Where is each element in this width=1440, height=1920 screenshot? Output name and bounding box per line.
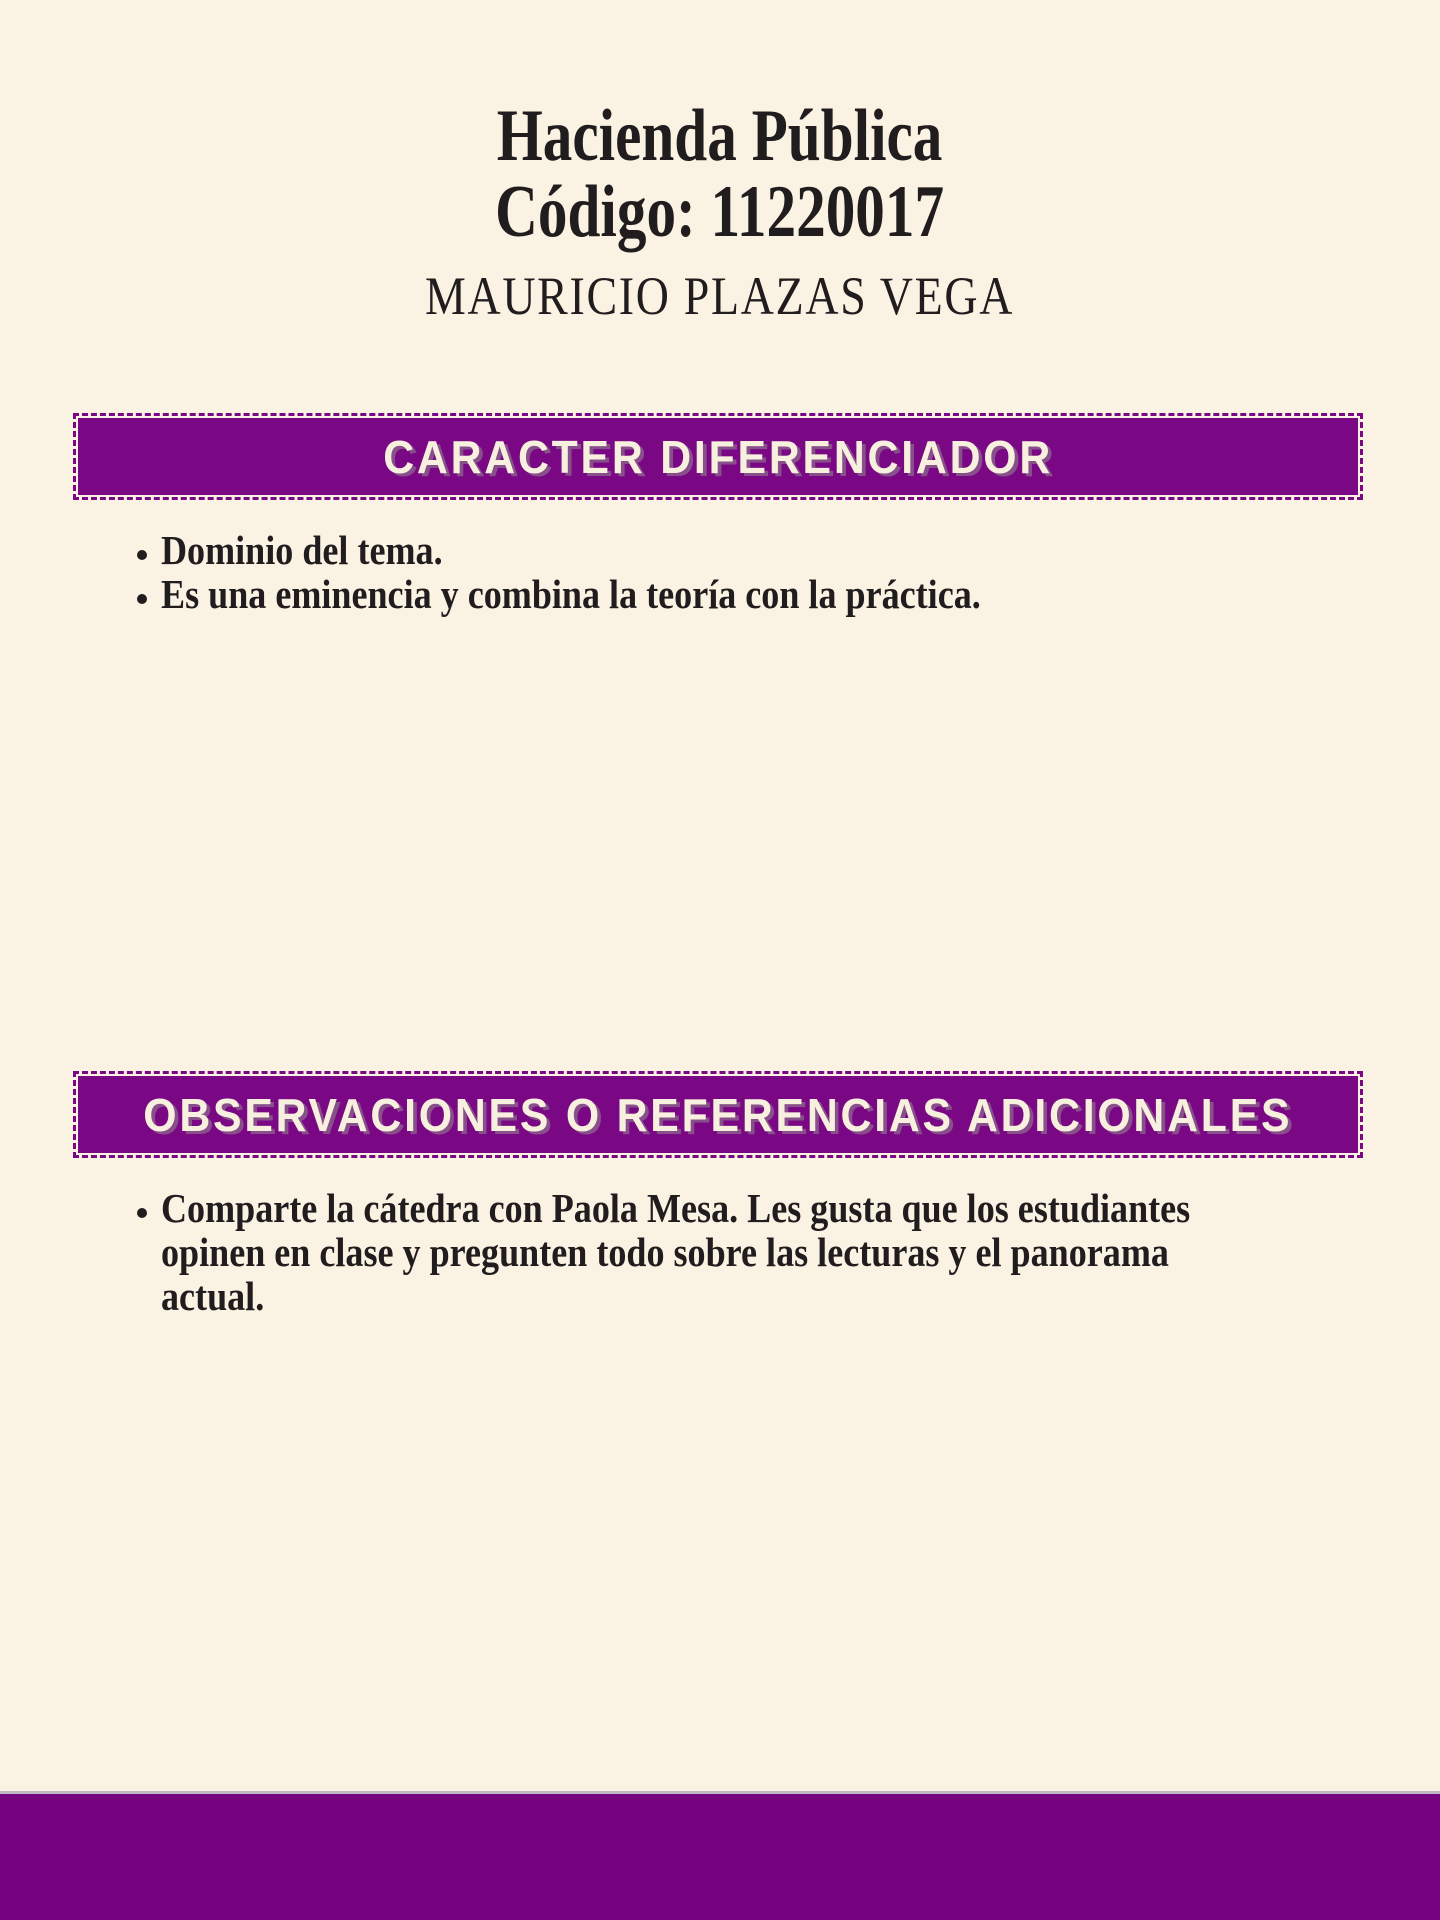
bullet-icon	[137, 550, 147, 560]
course-title: Hacienda Pública	[497, 95, 943, 177]
professor-name-row	[0, 264, 1440, 328]
list-item	[137, 528, 1380, 572]
list-item-line: Dominio del tema.	[161, 527, 443, 573]
course-code-row	[0, 171, 1440, 253]
list-item	[137, 1186, 1380, 1318]
course-code: Código: 11220017	[495, 171, 945, 253]
section-banner-caracter-diferenciador	[78, 418, 1358, 495]
list-item-line: Comparte la cátedra con Paola Mesa. Les gusta que los estudiantes	[161, 1185, 1191, 1231]
footer-bar	[0, 1791, 1440, 1920]
list-item-line: actual.	[161, 1273, 265, 1319]
course-title-line1-row	[0, 95, 1440, 177]
professor-name: MAURICIO PLAZAS VEGA	[425, 266, 1015, 326]
list-item-text	[161, 572, 1093, 616]
list-item-line: opinen en clase y pregunten todo sobre las lecturas y el panorama	[161, 1229, 1169, 1275]
list-item-text	[161, 528, 481, 572]
list-item-text	[161, 1186, 1331, 1318]
section-banner-observaciones-label: OBSERVACIONES O REFERENCIAS ADICIONALES	[143, 1088, 1293, 1141]
caracter-diferenciador-list	[137, 528, 1380, 616]
bullet-icon	[137, 1208, 147, 1218]
title-block	[0, 95, 1440, 328]
list-item-line: Es una eminencia y combina la teoría con la práctica.	[161, 571, 981, 617]
section-banner-caracter-diferenciador-label: CARACTER DIFERENCIADOR	[383, 430, 1053, 483]
list-item	[137, 572, 1380, 616]
section-banner-observaciones	[78, 1076, 1358, 1153]
bullet-icon	[137, 594, 147, 604]
observaciones-list	[137, 1186, 1380, 1318]
